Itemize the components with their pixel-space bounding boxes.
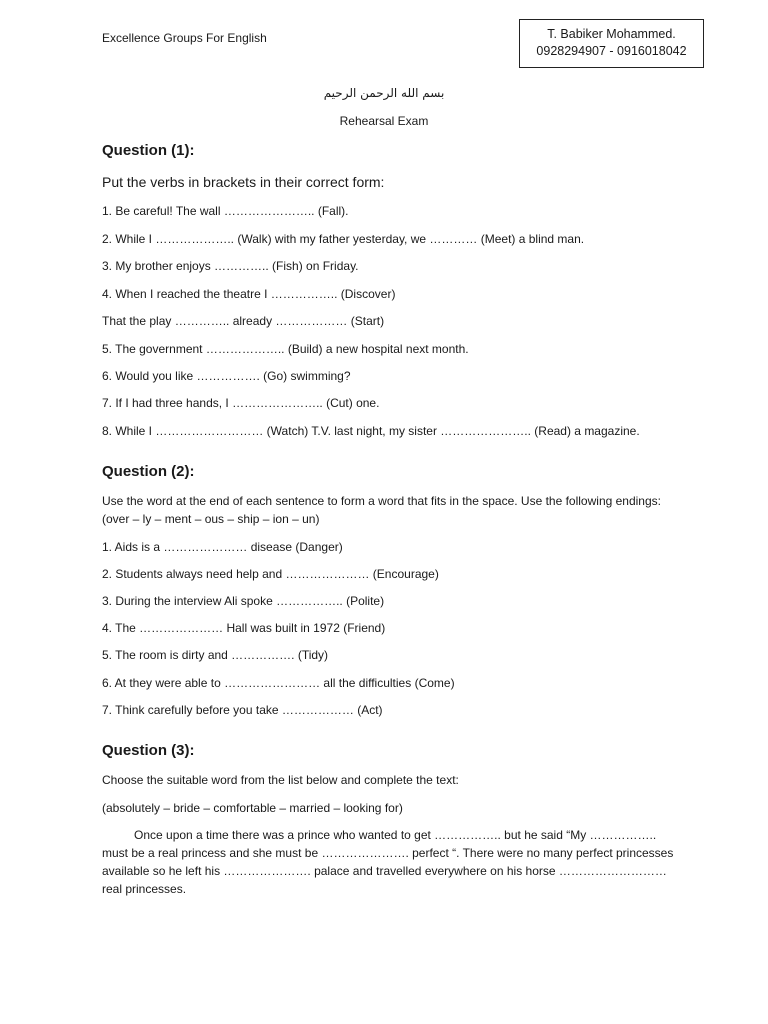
- q1-item: 7. If I had three hands, I ………………….. (Cut) one.: [102, 396, 380, 410]
- exam-title: Rehearsal Exam: [339, 114, 429, 128]
- q1-item: 8. While I ……………………… (Watch) T.V. last night, my sister ………………….. (Read) a magazine.: [102, 424, 640, 438]
- q2-item: 3. During the interview Ali spoke …………….. (Polite): [102, 594, 385, 608]
- q2-item: 1. Aids is a ………………… disease (Danger): [102, 540, 343, 554]
- question-3-word-list: (absolutely – bride – comfortable – married – looking for): [102, 801, 403, 815]
- basmala: بسم الله الرحمن الرحيم: [323, 86, 445, 100]
- question-2-instruction: Use the word at the end of each sentence to form a word that fits in the space. Use the following endings:: [102, 494, 661, 508]
- q1-item: 5. The government ……………….. (Build) a new hospital next month.: [102, 342, 469, 356]
- question-1-heading: Question (1):: [102, 142, 195, 159]
- q2-item: 5. The room is dirty and ……………. (Tidy): [102, 648, 329, 662]
- q2-item: 7. Think carefully before you take ……………… (Act): [102, 703, 383, 717]
- paragraph-text: Once upon a time there was a prince who wanted to get …………….. but he said “My …………….. must be a real princess and she must be …………………. perfect “. There were no many perfect princesses available so he left his …………………. palace and travelled everywhere on his horse ……………………… real princesses.: [102, 828, 674, 896]
- organization-name: Excellence Groups For English: [102, 31, 267, 45]
- question-3-paragraph: [102, 826, 674, 898]
- q1-item: 6. Would you like ……………. (Go) swimming?: [102, 369, 351, 383]
- q1-item: 2. While I ……………….. (Walk) with my father yesterday, we ………… (Meet) a blind man.: [102, 232, 585, 246]
- contact-box: [519, 19, 704, 68]
- q2-item: 2. Students always need help and ………………… (Encourage): [102, 567, 439, 581]
- q1-item: 4. When I reached the theatre I …………….. (Discover): [102, 287, 396, 301]
- question-2-heading: Question (2):: [102, 463, 195, 480]
- phone-numbers: 0928294907 - 0916018042: [536, 44, 687, 58]
- question-3-heading: Question (3):: [102, 742, 195, 759]
- q2-item: 4. The ………………… Hall was built in 1972 (Friend): [102, 621, 386, 635]
- teacher-name: T. Babiker Mohammed.: [547, 27, 676, 41]
- q2-item: 6. At they were able to …………………… all the difficulties (Come): [102, 676, 455, 690]
- question-2-endings: (over – ly – ment – ous – ship – ion – un): [102, 512, 320, 526]
- question-3-instruction: Choose the suitable word from the list below and complete the text:: [102, 773, 459, 787]
- q1-item: 1. Be careful! The wall ………………….. (Fall).: [102, 204, 349, 218]
- q1-item: That the play ………….. already ……………… (Start): [102, 314, 385, 328]
- q1-item: 3. My brother enjoys ………….. (Fish) on Friday.: [102, 259, 359, 273]
- question-1-instruction: Put the verbs in brackets in their correct form:: [102, 174, 385, 190]
